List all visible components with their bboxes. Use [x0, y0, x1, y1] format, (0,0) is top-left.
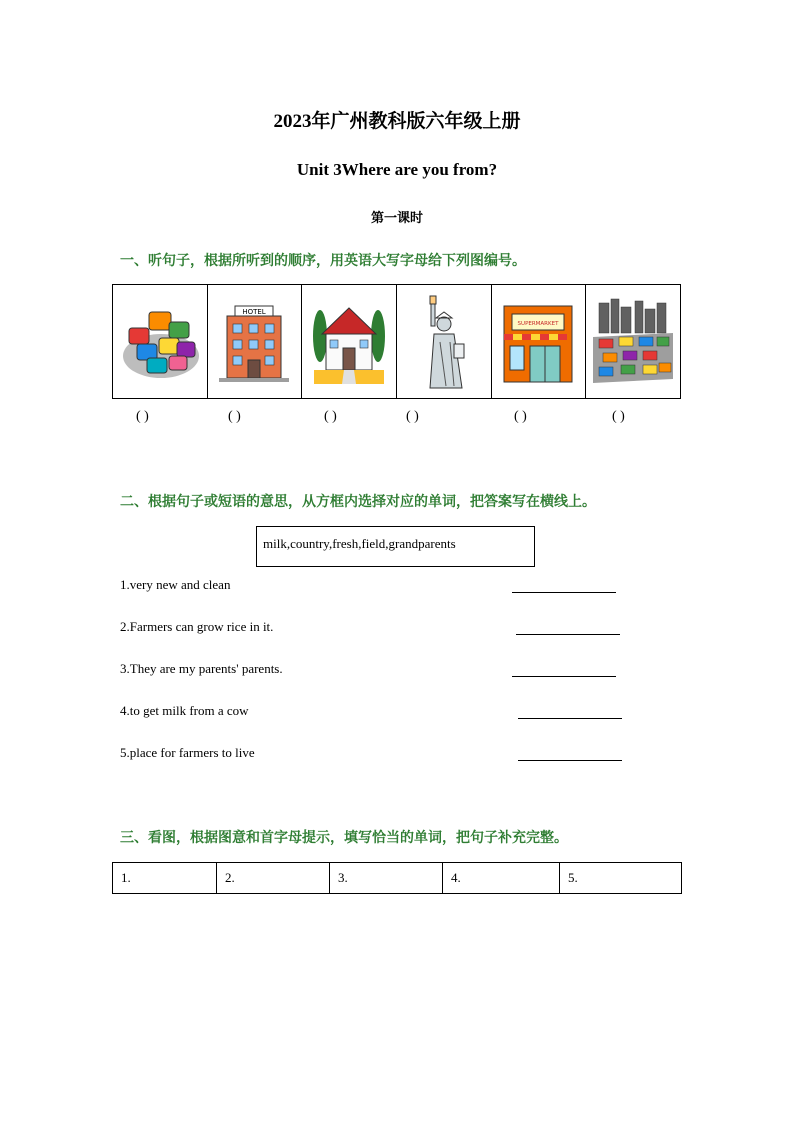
- traffic-jam-icon: [591, 297, 675, 387]
- section-1-heading: 一、听句子，根据所听到的顺序，用英语大写字母给下列图编号。: [120, 253, 526, 269]
- exercise-item-1: 1.very new and clean: [120, 577, 231, 592]
- answer-bracket-4[interactable]: ( ): [406, 409, 419, 424]
- picture-cell-3: [302, 285, 397, 399]
- hotel-icon: [215, 300, 293, 384]
- hotel-sign-text: HOTEL: [242, 307, 267, 316]
- exercise-item-3: 3.They are my parents' parents.: [120, 661, 283, 676]
- answer-cell-2[interactable]: 2.: [217, 863, 330, 894]
- answer-table: [112, 862, 682, 894]
- picture-cell-2: [207, 285, 302, 399]
- answer-line-5[interactable]: [518, 760, 622, 761]
- answer-cell-5[interactable]: 5.: [560, 863, 682, 894]
- supermarket-sign-text: SUPERMARKET: [518, 320, 559, 327]
- answer-cell-1[interactable]: 1.: [113, 863, 217, 894]
- answer-bracket-3[interactable]: ( ): [324, 409, 337, 424]
- answer-cell-4[interactable]: 4.: [443, 863, 560, 894]
- answer-line-2[interactable]: [516, 634, 620, 635]
- house-icon: [308, 296, 390, 388]
- answer-bracket-1[interactable]: ( ): [136, 409, 149, 424]
- answer-line-4[interactable]: [518, 718, 622, 719]
- section-2-heading: 二、根据句子或短语的意思，从方框内选择对应的单词，把答案写在横线上。: [120, 494, 596, 510]
- unit-title: Unit 3Where are you from?: [296, 160, 498, 179]
- answer-bracket-5[interactable]: ( ): [514, 409, 527, 424]
- picture-cell-1: [113, 285, 208, 399]
- answer-bracket-2[interactable]: ( ): [228, 409, 241, 424]
- exercise-item-4: 4.to get milk from a cow: [120, 703, 249, 718]
- page-title: 2023年广州教科版六年级上册: [273, 111, 521, 132]
- answer-cell-3[interactable]: 3.: [330, 863, 443, 894]
- supermarket-icon: [498, 298, 578, 386]
- exercise-item-2: 2.Farmers can grow rice in it.: [120, 619, 274, 634]
- picture-cell-4: [396, 285, 491, 399]
- cars-icon: [119, 298, 201, 386]
- exercise-item-5: 5.place for farmers to live: [120, 745, 255, 760]
- section-3-heading: 三、看图，根据图意和首字母提示，填写恰当的单词，把句子补充完整。: [120, 830, 568, 846]
- word-box: milk,country,fresh,field,grandparents: [256, 526, 535, 567]
- answer-line-3[interactable]: [512, 676, 616, 677]
- answer-line-1[interactable]: [512, 592, 616, 593]
- answer-bracket-6[interactable]: ( ): [612, 409, 625, 424]
- picture-cell-5: [491, 285, 586, 399]
- lesson-title: 第一课时: [370, 210, 423, 225]
- picture-table: [112, 284, 681, 399]
- statue-of-liberty-icon: [406, 294, 482, 390]
- picture-cell-6: [586, 285, 681, 399]
